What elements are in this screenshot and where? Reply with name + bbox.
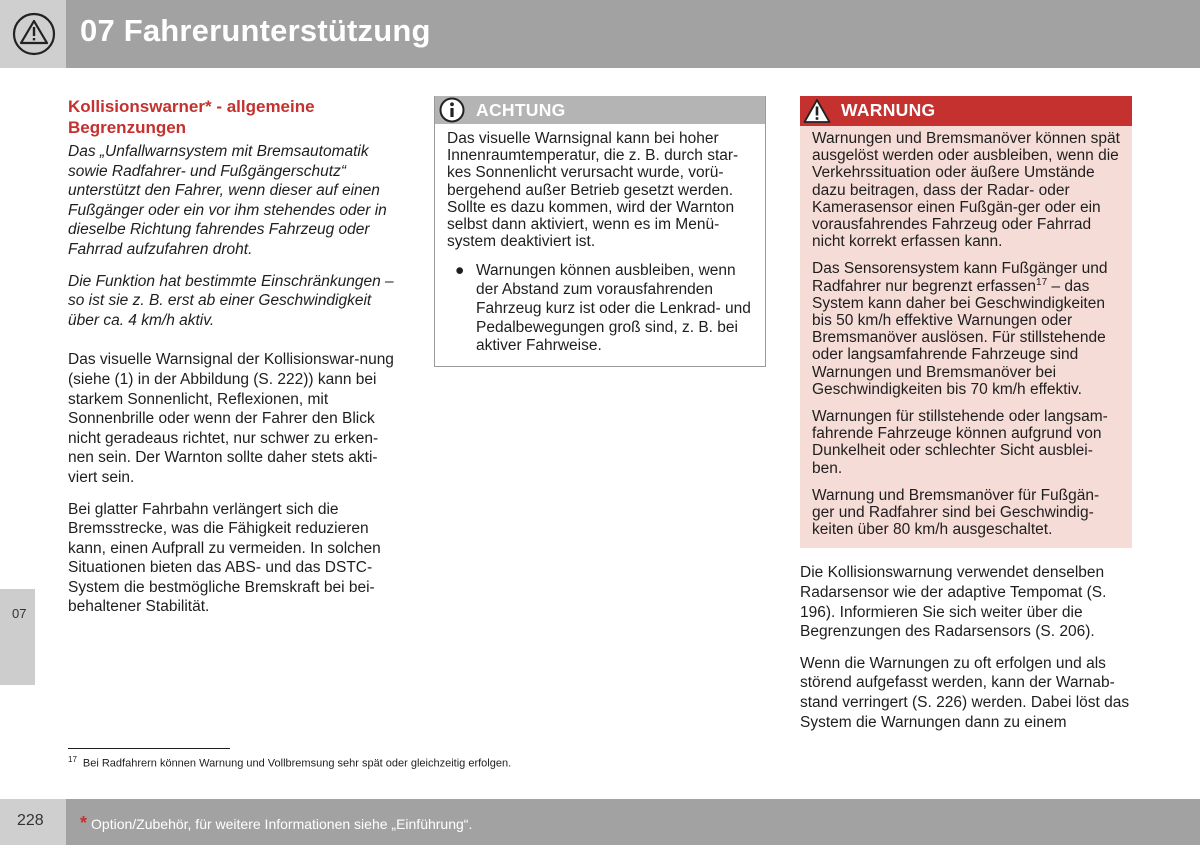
body-paragraph: Bei glatter Fahrbahn verlängert sich die Bremsstrecke, was die Fähigkeit reduzieren kann, einen Aufprall zu vermeiden. In solchen Situationen bieten das ABS- und das DSTC-System die bestmögliche Bremskraft bei bei-behaltener Stabilität. [68, 500, 381, 616]
header-icon-box [0, 0, 66, 68]
warnung-paragraph: Warnungen und Bremsmanöver können spät ausgelöst werden oder ausbleiben, wenn die Verkehrssituation oder äußere Umstände dazu beitragen, dass der Radar- oder Kamerasensor einen Fußgän-ger oder ein vorausfahrendes Fahrzeug oder Fahrrad nicht korrekt erfassen kann. [812, 130, 1120, 251]
warning-triangle-icon [803, 98, 831, 124]
warnung-body [800, 126, 1132, 548]
achtung-text: Das visuelle Warnsignal kann bei hoher Innenraumtemperatur, die z. B. durch star-kes Sonnenlicht verursacht wurde, vorü-bergehend außer Betrieb gesetzt werden. Sollte es dazu kommen, wird der Warnton selbst dann aktiviert, wenn es im Menü-system deaktiviert ist. [447, 130, 739, 251]
warnung-title: WARNUNG [841, 100, 936, 120]
warnung-paragraph [812, 260, 1120, 398]
body-paragraph: Wenn die Warnungen zu oft erfolgen und als störend aufgefasst werden, kann der Warnab-stand verringert (S. 226) werden. Dabei löst das System die Warnungen dann zu einem [800, 654, 1130, 731]
bullet-text: Warnungen können ausbleiben, wenn der Abstand zum vorausfahrenden Fahrzeug kurz ist oder die Lenkrad- und Pedalbewegungen groß sind, z. B. bei aktiver Fahrweise. [476, 262, 751, 355]
column-middle [434, 96, 766, 367]
option-star-marker: * [80, 813, 88, 833]
footnote-divider [68, 748, 230, 749]
column-left [68, 96, 402, 629]
column-right [800, 96, 1132, 744]
achtung-body [435, 124, 765, 366]
chapter-side-tab-label: 07 [12, 606, 27, 621]
info-icon [439, 97, 465, 123]
achtung-header [435, 96, 765, 124]
footer-note-text: Option/Zubehör, für weitere Informationen siehe „Einführung“. [91, 816, 473, 832]
chapter-title: 07 Fahrerunterstützung [80, 13, 431, 48]
warnung-paragraph: Warnungen für stillstehende oder langsam-fahrende Fahrzeuge können aufgrund von Dunkelheit oder schlechter Sicht ausblei-ben. [812, 408, 1108, 477]
footnote-reference: 17 [1036, 276, 1048, 288]
header-divider [0, 68, 1200, 70]
warning-triangle-icon [12, 12, 56, 56]
achtung-notice [434, 96, 766, 367]
footnote [68, 755, 511, 770]
warnung-header [800, 96, 1132, 126]
achtung-title: ACHTUNG [476, 100, 566, 120]
bullet-dot-icon: ● [455, 262, 465, 280]
warnung-box [800, 96, 1132, 548]
warnung-text-part: – das System kann daher bei Geschwindigkeiten bis 50 km/h effektive Warnungen oder Bremsmanöver auslösen. Für stillstehende oder langsamfahrende Fahrzeuge sind Warnungen und Bremsmanöver bei Geschwindigkeiten bis 70 km/h effektiv. [812, 277, 1106, 398]
body-paragraph: Das visuelle Warnsignal der Kollisionswar-nung (siehe (1) in der Abbildung (S. 222)) kann bei starkem Sonnenlicht, Reflexionen, mit Sonnenbrille oder wenn der Fahrer den Blick nicht geradeaus richtet, nur schwer zu erken-nen sein. Der Warnton sollte daher stets akti-viert sein. [68, 351, 394, 486]
footnote-text: Bei Radfahrern können Warnung und Vollbremsung sehr spät oder gleichzeitig erfolgen. [82, 757, 512, 770]
footer-note [80, 813, 472, 834]
section-heading: Kollisionswarner* - allgemeine Begrenzungen [68, 97, 315, 137]
warnung-text-part: Das Sensorensystem kann Fußgänger und Radfahrer nur begrenzt erfassen [812, 260, 1108, 295]
right-column-text [800, 563, 1132, 732]
intro-paragraph: Das „Unfallwarnsystem mit Bremsautomatik sowie Radfahrer- und Fußgängerschutz“ unterstützt den Fahrer, wenn dieser auf einen Fußgänger oder ein vor ihm stehendes oder in dieselbe Richtung fahrendes Fahrzeug oder Fahrrad aufzufahren droht. [68, 143, 387, 258]
intro-paragraph: Die Funktion hat bestimmte Einschränkungen – so ist sie z. B. erst ab einer Geschwindigkeit über ca. 4 km/h aktiv. [68, 272, 394, 329]
achtung-bullet-list [447, 262, 753, 356]
chapter-side-tab [0, 589, 35, 685]
footnote-number: 17 [68, 755, 77, 764]
body-paragraph: Die Kollisionswarnung verwendet denselben Radarsensor wie der adaptive Tempomat (S. 196). Informieren Sie sich weiter über die Begrenzungen des Radarsensors (S. 206). [800, 564, 1107, 641]
bullet-item [447, 262, 753, 356]
warnung-paragraph: Warnung und Bremsmanöver für Fußgän-ger und Radfahrer sind bei Geschwindig-keiten über 80 km/h ausgeschaltet. [812, 486, 1100, 539]
page-number: 228 [17, 812, 44, 829]
